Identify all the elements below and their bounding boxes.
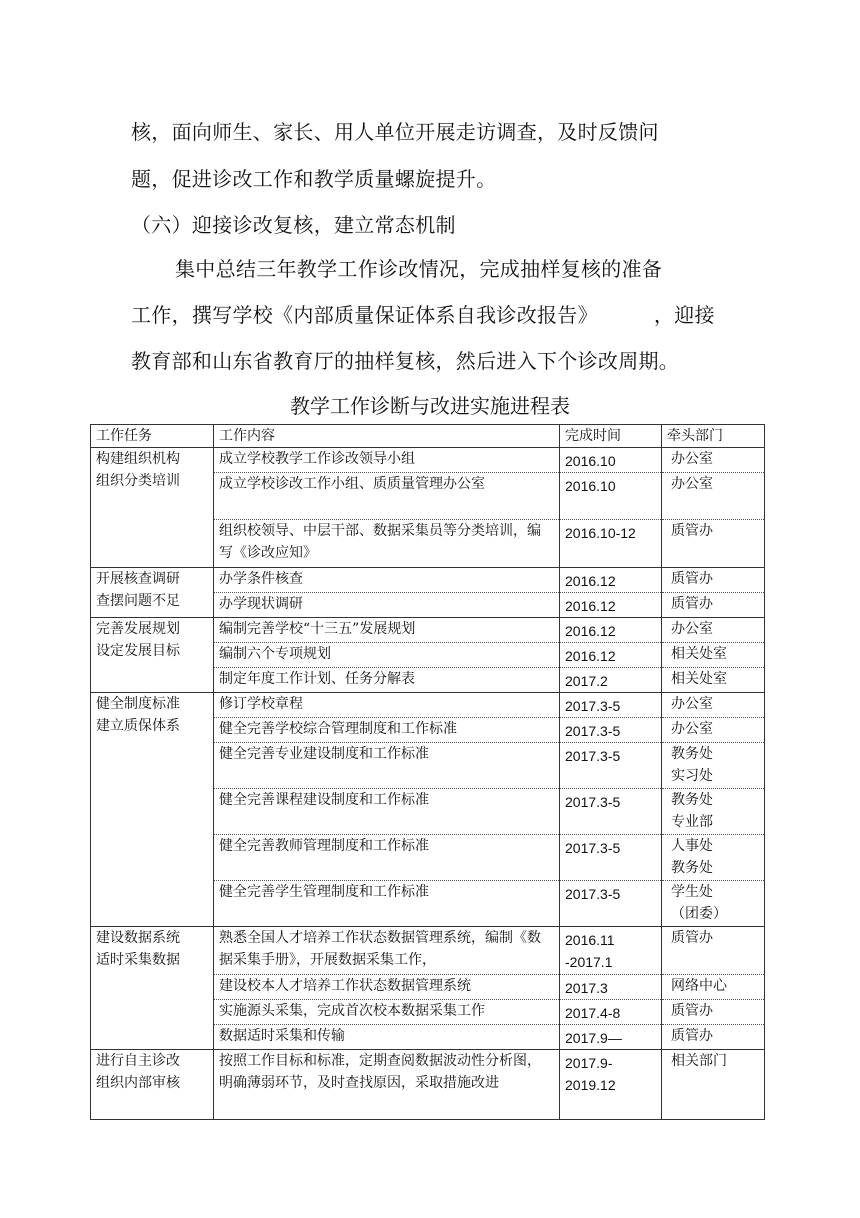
table-header-cell: 工作内容 (214, 425, 560, 448)
time-cell: 2017.4-8 (560, 1000, 662, 1025)
paragraph-line-1: 核，面向师生、家长、用人单位开展走访调查，及时反馈问 (131, 120, 659, 144)
task-line: 开展核查调研 (96, 571, 180, 587)
content-cell: 建设校本人才培养工作状态数据管理系统 (214, 975, 560, 1000)
content-cell: 编制六个专项规划 (214, 643, 560, 668)
dept-cell: 相关处室 (662, 643, 765, 668)
dept-cell: 相关处室 (662, 668, 765, 693)
paragraph-line-5-part-a: 工作，撰写学校《内部质量保证体系自我诊改报告》 (131, 303, 598, 327)
task-line: 查摆问题不足 (96, 593, 180, 609)
content-cell: 组织校领导、中层干部、数据采集员等分类培训，编写《诊改应知》 (214, 520, 560, 568)
task-line: 构建组织机构 (96, 451, 180, 467)
paragraph-line-2: 题，促进诊改工作和教学质量螺旋提升。 (131, 167, 497, 191)
time-cell: 2017.9— (560, 1025, 662, 1050)
task-cell (91, 693, 214, 927)
time-cell (560, 1050, 662, 1120)
content-cell: 数据适时采集和传输 (214, 1025, 560, 1050)
time-line: 2017.9- (565, 1055, 613, 1071)
table-row (91, 568, 765, 593)
task-cell (91, 927, 214, 1050)
dept-cell: 办公室 (662, 448, 765, 473)
table-title: 教学工作诊断与改进实施进程表 (290, 394, 570, 418)
task-line: 设定发展目标 (96, 643, 180, 659)
content-cell: 成立学校诊改工作小组、质质量管理办公室 (214, 473, 560, 520)
task-line: 进行自主诊改 (96, 1053, 180, 1069)
task-line: 适时采集数据 (96, 952, 180, 968)
dept-cell: 办公室 (662, 473, 765, 520)
dept-line: 实习处 (671, 768, 713, 784)
dept-cell: 质管办 (662, 593, 765, 618)
task-line: 建设数据系统 (96, 930, 180, 946)
content-cell: 健全完善教师管理制度和工作标准 (214, 835, 560, 881)
table-row (91, 448, 765, 473)
paragraph-line-4: 集中总结三年教学工作诊改情况，完成抽样复核的准备 (175, 257, 663, 281)
content-cell: 健全完善专业建设制度和工作标准 (214, 743, 560, 789)
dept-cell: 质管办 (662, 927, 765, 975)
content-cell: 健全完善课程建设制度和工作标准 (214, 789, 560, 835)
paragraph-line-5 (131, 299, 715, 328)
content-cell: 按照工作目标和标准，定期查阅数据波动性分析图，明确薄弱环节，及时查找原因，采取措施改进 (214, 1050, 560, 1120)
dept-cell (662, 835, 765, 881)
content-cell: 健全完善学校综合管理制度和工作标准 (214, 718, 560, 743)
table-row (91, 927, 765, 975)
dept-cell: 质管办 (662, 1025, 765, 1050)
time-line: 2019.12 (565, 1077, 616, 1093)
content-cell: 修订学校章程 (214, 693, 560, 718)
time-cell: 2016.10 (560, 473, 662, 520)
dept-cell: 质管办 (662, 568, 765, 593)
content-cell: 编制完善学校“十三五”发展规划 (214, 618, 560, 643)
content-cell: 办学条件核查 (214, 568, 560, 593)
content-cell: 办学现状调研 (214, 593, 560, 618)
table-header-cell: 工作任务 (91, 425, 214, 448)
content-cell: 熟悉全国人才培养工作状态数据管理系统，编制《数据采集手册》，开展数据采集工作， (214, 927, 560, 975)
dept-cell (662, 743, 765, 789)
dept-line: 专业部 (671, 814, 713, 830)
content-cell: 制定年度工作计划、任务分解表 (214, 668, 560, 693)
progress-table (90, 424, 765, 1120)
dept-line: 人事处 (671, 838, 713, 854)
dept-cell: 办公室 (662, 693, 765, 718)
table-header-cell: 完成时间 (560, 425, 662, 448)
dept-line: 教务处 (671, 792, 713, 808)
paragraph-line-5-part-b: ，迎接 (653, 303, 715, 327)
time-cell: 2017.2 (560, 668, 662, 693)
dept-cell: 相关部门 (662, 1050, 765, 1120)
task-line: 组织分类培训 (96, 473, 180, 489)
time-cell: 2016.12 (560, 618, 662, 643)
table-row (91, 693, 765, 718)
task-cell (91, 618, 214, 693)
time-line: 2016.11 (565, 932, 615, 948)
table-header-row (91, 425, 765, 448)
task-line: 建立质保体系 (96, 718, 180, 734)
dept-cell (662, 881, 765, 927)
dept-cell: 办公室 (662, 618, 765, 643)
table-header-cell: 牵头部门 (662, 425, 765, 448)
time-cell: 2017.3-5 (560, 693, 662, 718)
time-cell: 2017.3-5 (560, 718, 662, 743)
time-cell: 2017.3-5 (560, 789, 662, 835)
task-line: 健全制度标准 (96, 696, 180, 712)
time-cell (560, 927, 662, 975)
table-row (91, 1050, 765, 1120)
task-line: 完善发展规划 (96, 621, 180, 637)
task-cell (91, 568, 214, 618)
task-line: 组织内部审核 (96, 1075, 180, 1091)
content-cell: 实施源头采集，完成首次校本数据采集工作 (214, 1000, 560, 1025)
time-line: -2017.1 (565, 954, 613, 970)
time-cell: 2017.3 (560, 975, 662, 1000)
section-heading: （六）迎接诊改复核，建立常态机制 (131, 213, 456, 237)
paragraph-line-6: 教育部和山东省教育厅的抽样复核，然后进入下个诊改周期。 (131, 349, 680, 373)
time-cell: 2017.3-5 (560, 881, 662, 927)
time-cell: 2016.10-12 (560, 520, 662, 568)
dept-line: 教务处 (671, 746, 713, 762)
time-cell: 2017.3-5 (560, 835, 662, 881)
dept-cell (662, 789, 765, 835)
table-row (91, 618, 765, 643)
task-cell (91, 448, 214, 568)
time-cell: 2016.10 (560, 448, 662, 473)
dept-line: 学生处 (671, 884, 713, 900)
dept-cell: 质管办 (662, 1000, 765, 1025)
task-cell (91, 1050, 214, 1120)
dept-line: 教务处 (671, 860, 713, 876)
content-cell: 成立学校教学工作诊改领导小组 (214, 448, 560, 473)
dept-cell: 网络中心 (662, 975, 765, 1000)
dept-cell: 质管办 (662, 520, 765, 568)
time-cell: 2016.12 (560, 568, 662, 593)
dept-line: （团委） (671, 906, 727, 922)
dept-cell: 办公室 (662, 718, 765, 743)
time-cell: 2017.3-5 (560, 743, 662, 789)
time-cell: 2016.12 (560, 643, 662, 668)
time-cell: 2016.12 (560, 593, 662, 618)
content-cell: 健全完善学生管理制度和工作标准 (214, 881, 560, 927)
